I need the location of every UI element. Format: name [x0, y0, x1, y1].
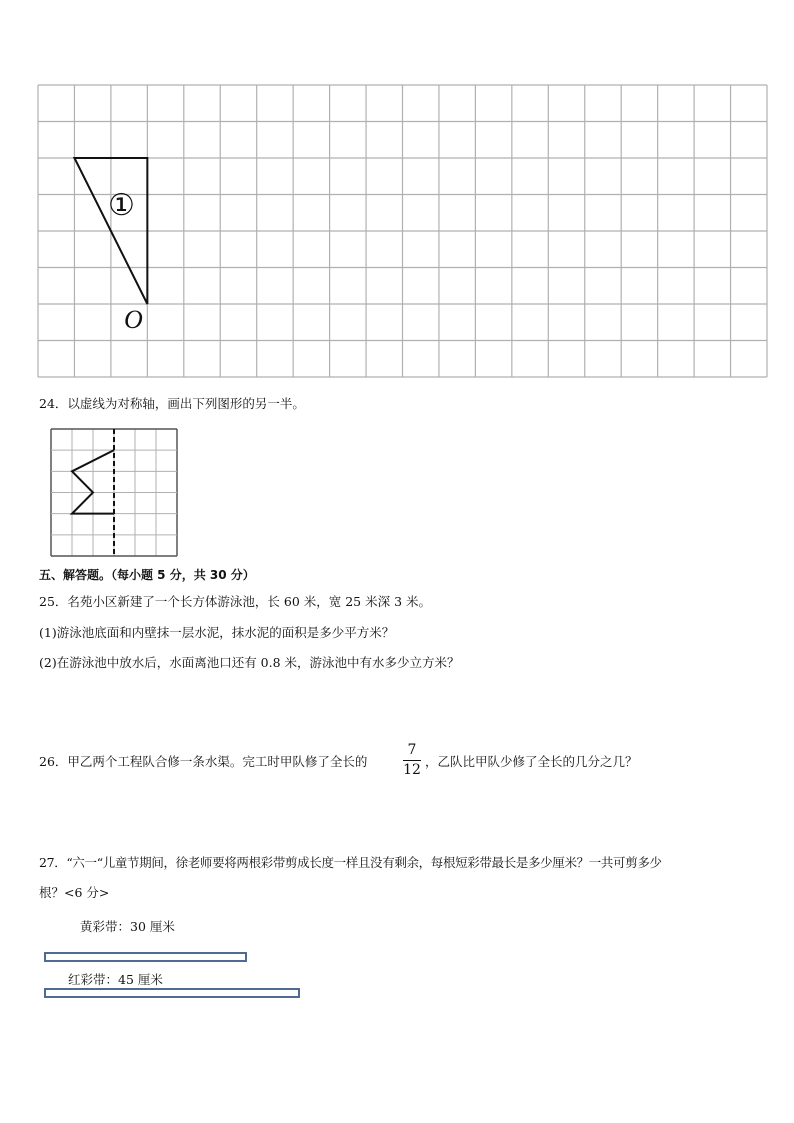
yellow-ribbon	[44, 952, 247, 962]
fraction-bar	[403, 760, 421, 761]
red-ribbon	[44, 988, 300, 998]
question-26-text-after: ，乙队比甲队少修了全长的几分之几？	[425, 754, 638, 769]
section-5-heading: 五、解答题。（每小题 5 分，共 30 分）	[39, 568, 255, 582]
fraction-denominator: 12	[403, 762, 421, 778]
triangle-region-label: ①	[108, 188, 135, 223]
yellow-ribbon-label: 黄彩带：30 厘米	[80, 919, 175, 934]
fraction-numerator: 7	[407, 742, 417, 758]
point-o-label: O	[124, 305, 143, 334]
question-26-text-before: 26．甲乙两个工程队合修一条水渠。完工时甲队修了全长的	[39, 754, 368, 769]
fraction-seven-twelfths	[401, 742, 423, 779]
question-25-part-1: (1)游泳池底面和内壁抹一层水泥，抹水泥的面积是多少平方米？	[39, 625, 395, 640]
red-ribbon-label: 红彩带：45 厘米	[68, 972, 163, 987]
question-25-stem: 25．名苑小区新建了一个长方体游泳池，长 60 米，宽 25 米深 3 米。	[39, 594, 432, 609]
question-27-line-1: 27．“六一“儿童节期间，徐老师要将两根彩带剪成长度一样且没有剩余，每根短彩带最长是多少厘米？一共可剪多少	[39, 855, 662, 870]
question-25-part-2: (2)在游泳池中放水后，水面离池口还有 0.8 米，游泳池中有水多少立方米？	[39, 655, 460, 670]
question-27-line-2: 根？<6 分>	[39, 885, 110, 900]
question-24-text: 24．以虚线为对称轴，画出下列图形的另一半。	[39, 396, 305, 411]
